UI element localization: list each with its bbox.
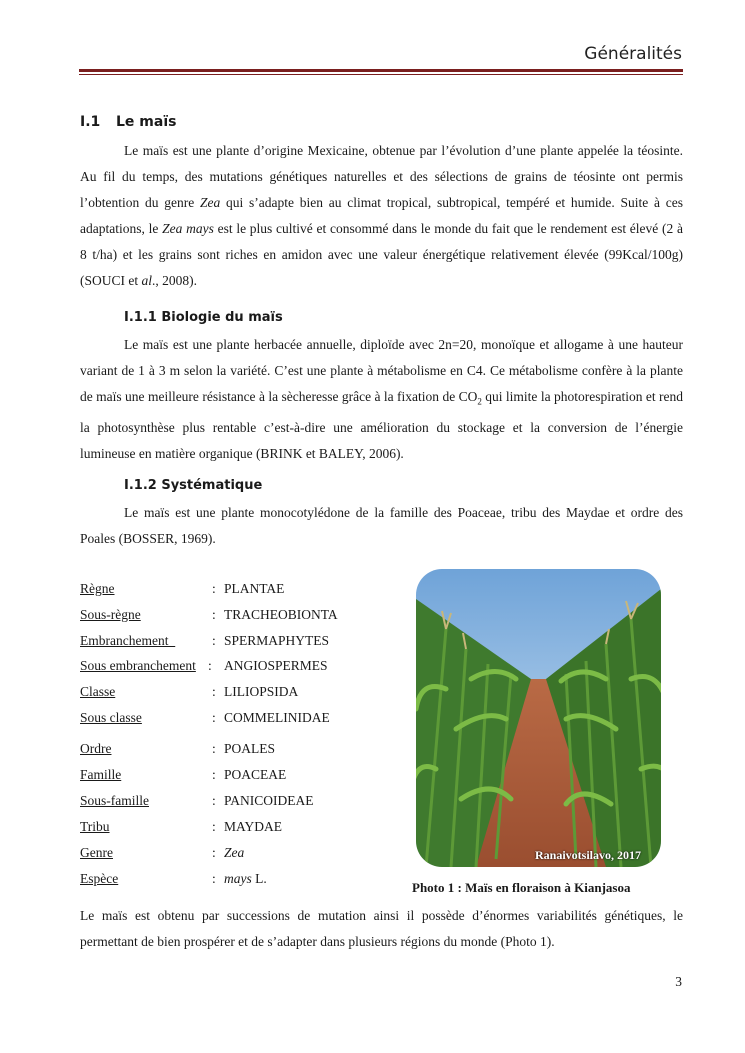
taxonomy-value: PANICOIDEAE [224,793,314,808]
taxonomy-value: PLANTAE [224,581,285,596]
biologie-heading: I.1.1 Biologie du maïs [124,310,283,325]
taxonomy-rank: Sous-famille [80,793,149,808]
taxonomy-colon: : [212,819,216,834]
taxonomy-colon: : [212,845,216,860]
biologie-paragraph [80,332,683,467]
taxonomy-colon: : [208,658,212,673]
taxonomy-value: ANGIOSPERMES [224,658,328,673]
header-rule-thick [79,69,683,72]
photo-credit: Ranaivotsilavo, 2017 [534,848,641,862]
taxonomy-colon: : [212,767,216,782]
taxonomy-rank: Règne [80,581,115,596]
section-heading [80,114,176,130]
taxonomy-value: Zea [224,845,245,860]
taxonomy-rank: Sous-règne [80,607,141,622]
taxonomy-rank: Sous embranchement [80,658,196,673]
intro-text-a: Le maïs est une plante d’origine Mexicaine, obtenue par l’évolution d’une plante appelée la téosinte. Au fil du temps, des mutations génétiques naturelles et des sélections de grains de téosinte ont permis l’obtention du genre [80,143,683,210]
taxonomy-rank: Embranchement [80,633,176,648]
taxonomy-colon: : [212,793,216,808]
taxonomy-colon: : [212,684,216,699]
conclusion-paragraph: Le maïs est obtenu par successions de mutation ainsi il possède d’énormes variabilités génétiques, le permettant de bien prospérer et de s’adapter dans plusieurs régions du monde (Photo 1). [80,908,683,949]
systematique-heading: I.1.2 Systématique [124,478,263,493]
taxonomy-value: POALES [224,741,276,756]
taxonomy-value: COMMELINIDAE [224,710,330,725]
taxonomy-value [224,871,267,887]
header-rule-thin [79,74,683,75]
species-author: L. [251,871,267,886]
taxonomy-rank: Genre [80,845,113,860]
taxonomy-rank: Tribu [80,819,110,834]
species-epithet: mays [224,871,252,886]
intro-text-b: qui s’adapte bien au climat tropical, subtropical, tempéré et humide. Suite à ces adaptations, le [80,195,683,236]
taxonomy-rank: Famille [80,767,122,782]
taxonomy-colon: : [212,710,216,725]
taxonomy-value: SPERMAPHYTES [224,633,330,648]
taxonomy-colon: : [212,607,216,622]
intro-zea: Zea [199,195,221,210]
intro-paragraph [80,138,683,294]
taxonomy-colon: : [212,741,216,756]
photo-caption: Photo 1 : Maïs en floraison à Kianjasoa [412,880,631,895]
page-number: 3 [675,974,682,989]
intro-text-d: ., 2008). [152,273,198,288]
systematique-text: Le maïs est une plante monocotylédone de la famille des Poaceae, tribu des Maydae et ordre des Poales (BOSSER, 1969). [80,505,683,546]
taxonomy-value: MAYDAE [224,819,283,834]
maize-field-photo [416,569,661,867]
biologie-text-b: qui limite la photorespiration et rend la photosynthèse plus rentable c’est-à-dire une amélioration du stockage et la conversion de l’énergie lumineuse en matière organique (BRINK et BALEY, 2006). [80,389,683,461]
taxonomy-value: POACEAE [224,767,287,782]
systematique-paragraph [80,500,683,552]
taxonomy-rank: Ordre [80,741,112,756]
section-title: Le maïs [116,114,177,130]
taxonomy-rank: Sous classe [80,710,142,725]
taxonomy-colon: : [212,871,216,886]
section-number: I.1 [80,114,101,130]
intro-zea-mays: Zea mays [162,221,214,236]
taxonomy-value: TRACHEOBIONTA [224,607,338,622]
taxonomy-colon: : [212,581,216,596]
header-title: Généralités [584,44,682,64]
taxonomy-rank: Classe [80,684,116,699]
biologie-text-a: Le maïs est une plante herbacée annuelle, diploïde avec 2n=20, monoïque et allogame à une hauteur variant de 1 à 3 m selon la variété. C’est une plante à métabolisme en C4. Ce métabolisme confère à la plante de maïs une meilleure résistance à la sècheresse grâce à la fixation de CO [80,337,683,404]
intro-al: al [141,273,153,288]
taxonomy-value: LILIOPSIDA [224,684,299,699]
taxonomy-rank: Espèce [80,871,119,886]
maize-field-illustration [416,569,661,867]
intro-text-c: est le plus cultivé et consommé dans le monde du fait que le rendement est élevé (2 à 8 t/ha) et les grains sont riches en amidon avec une valeur énergétique relativement élevée (99Kcal/100g) (SOUCI et [80,221,684,288]
co2-subscript: 2 [477,396,482,407]
taxonomy-colon: : [212,633,216,648]
